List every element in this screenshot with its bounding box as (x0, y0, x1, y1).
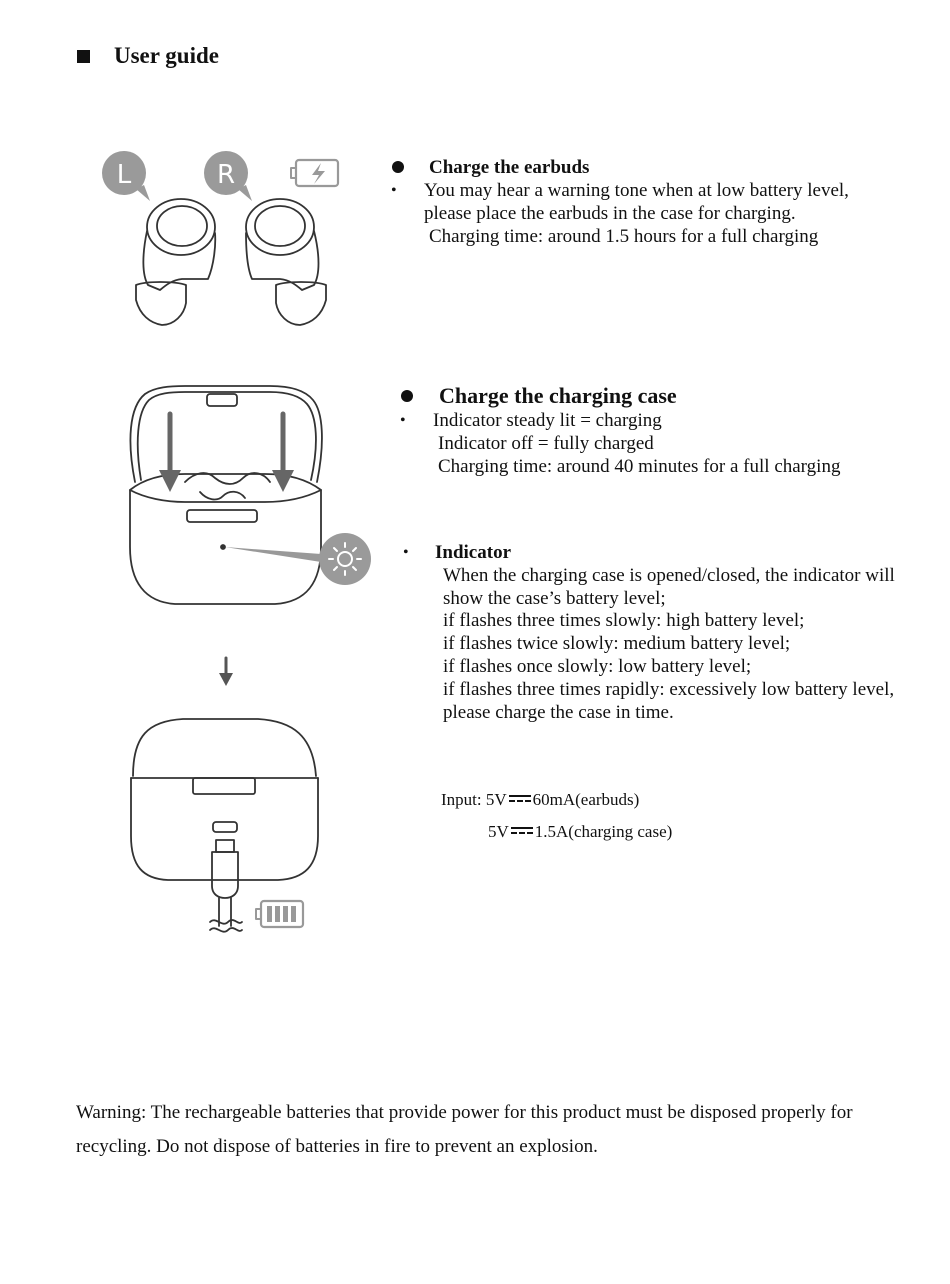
right-earbud (246, 199, 326, 325)
earbuds-section-title: Charge the earbuds (429, 157, 590, 178)
warning-text-line: Warning: The rechargeable batteries that provide power for this product must be disposed properly for (76, 1102, 853, 1123)
input-case-prefix: 5V (488, 822, 509, 841)
indicator-light-icon (319, 533, 371, 585)
input-case-value: 1.5A(charging case) (534, 822, 673, 841)
charging-cable (210, 822, 242, 932)
svg-text:R: R (216, 160, 236, 190)
case-charging-time: Charging time: around 40 minutes for a full charging (438, 456, 841, 477)
case-section-title: Charge the charging case (439, 383, 677, 408)
input-spec-earbuds (441, 790, 639, 810)
insert-arrows (159, 414, 294, 492)
bullet-icon: • (403, 544, 409, 561)
case-text-line: Indicator off = fully charged (438, 433, 654, 454)
indicator-section-title: Indicator (435, 542, 511, 563)
left-earbud (136, 199, 215, 325)
left-earbud-label (102, 151, 150, 201)
indicator-text-line: if flashes three times slowly: high battery level; (443, 610, 805, 631)
battery-full-icon (256, 901, 303, 927)
right-earbud-label (204, 151, 252, 201)
earbuds-text-line: please place the earbuds in the case for charging. (424, 203, 796, 224)
input-spec-case (488, 822, 672, 842)
indicator-text-line: if flashes three times rapidly: excessively low battery level, (443, 679, 895, 700)
open-case-illustration (125, 382, 375, 607)
input-earbuds-value: 60mA(earbuds) (532, 790, 640, 809)
dc-current-icon (509, 795, 531, 803)
indicator-text-line: if flashes once slowly: low battery level; (443, 656, 752, 677)
bullet-icon: • (391, 182, 397, 199)
earbuds-charging-time: Charging time: around 1.5 hours for a full charging (429, 226, 819, 247)
svg-text:L: L (116, 160, 132, 190)
case-text-line: Indicator steady lit = charging (433, 410, 662, 431)
closed-case-illustration (128, 716, 313, 941)
battery-charging-icon (291, 160, 338, 186)
input-label: Input: 5V (441, 790, 507, 809)
bullet-dot-icon (392, 161, 404, 173)
bullet-dot-icon (401, 390, 413, 402)
indicator-text-line: show the case’s battery level; (443, 588, 666, 609)
indicator-text-line: please charge the case in time. (443, 702, 674, 723)
warning-text-line: recycling. Do not dispose of batteries in fire to prevent an explosion. (76, 1136, 598, 1157)
earbuds-illustration (100, 145, 350, 335)
down-arrow-icon (216, 658, 236, 688)
bullet-icon: • (400, 412, 406, 429)
dc-current-icon (511, 827, 533, 835)
earbuds-text-line: You may hear a warning tone when at low battery level, (424, 180, 849, 201)
page-title: User guide (114, 43, 219, 68)
indicator-text-line: if flashes twice slowly: medium battery level; (443, 633, 791, 654)
black-square-icon (77, 50, 90, 63)
indicator-text-line: When the charging case is opened/closed, the indicator will (443, 565, 895, 586)
